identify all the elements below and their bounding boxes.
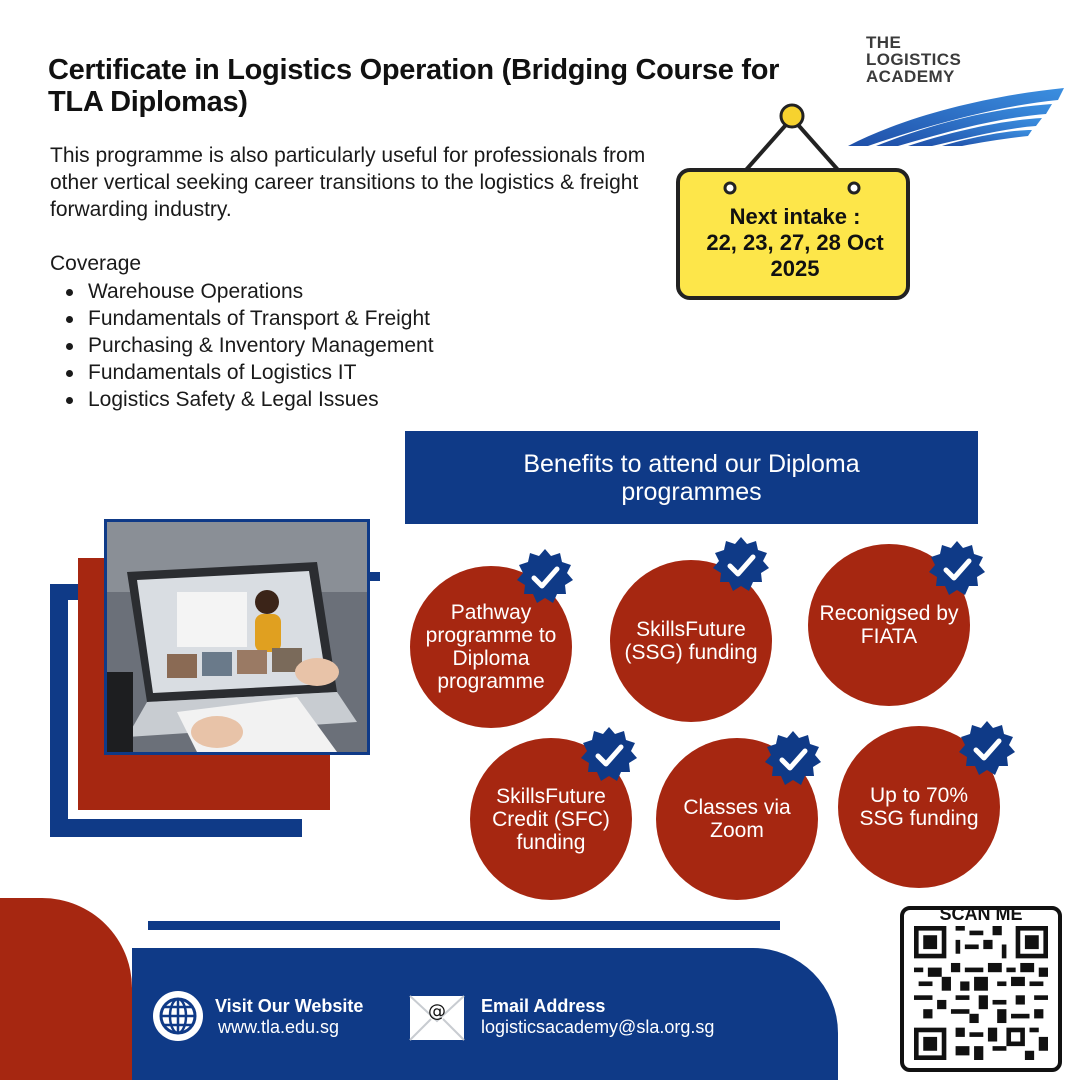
check-badge-icon: [928, 540, 986, 598]
check-badge-icon: [580, 726, 638, 784]
footer-divider: [148, 921, 780, 930]
globe-icon: [152, 990, 204, 1042]
classroom-photo: [104, 519, 370, 755]
website-link[interactable]: www.tla.edu.sg: [218, 1017, 340, 1037]
intro-text: This programme is also particularly useful for professionals from other vertical seeking career transitions to the logistics & freight forwarding industry.: [50, 144, 646, 221]
list-item: Warehouse Operations: [64, 278, 434, 305]
benefit-70-funding: Up to 70% SSG funding: [838, 726, 1000, 888]
list-item: Fundamentals of Logistics IT: [64, 359, 434, 386]
next-intake-label: [680, 204, 910, 282]
list-item: Fundamentals of Transport & Freight: [64, 305, 434, 332]
email-link[interactable]: logisticsacademy@sla.org.sg: [481, 1017, 715, 1037]
logo-line-3: ACADEMY: [866, 67, 955, 86]
qr-code-icon[interactable]: [914, 926, 1048, 1060]
svg-text:@: @: [428, 1001, 446, 1022]
list-item: Logistics Safety & Legal Issues: [64, 386, 434, 413]
logo-line-2: LOGISTICS: [866, 50, 962, 69]
intake-line-3: 2025: [770, 256, 820, 281]
intake-line-2: 22, 23, 27, 28 Oct: [706, 230, 884, 255]
check-badge-icon: [764, 730, 822, 788]
coverage-list: [64, 278, 434, 413]
logo: [866, 34, 961, 85]
logo-line-1: THE: [866, 33, 902, 52]
benefit-pathway: Pathway programme to Diploma programme: [410, 566, 572, 728]
list-item: Purchasing & Inventory Management: [64, 332, 434, 359]
benefit-fiata: Reconigsed by FIATA: [808, 544, 970, 706]
check-badge-icon: [712, 536, 770, 594]
email-label: Email Address: [481, 996, 606, 1016]
footer-decor-red: [0, 898, 132, 1080]
intake-line-1: Next intake :: [729, 204, 861, 229]
coverage-heading: Coverage: [50, 252, 142, 275]
email-icon: [409, 995, 465, 1041]
check-badge-icon: [516, 548, 574, 606]
website-label: Visit Our Website: [215, 996, 364, 1016]
benefits-header: Benefits to attend our Diploma programmes: [405, 431, 978, 524]
check-badge-icon: [958, 720, 1016, 778]
benefit-sfc-funding: SkillsFuture Credit (SFC) funding: [470, 738, 632, 900]
benefit-ssg-funding: SkillsFuture (SSG) funding: [610, 560, 772, 722]
page-title: Certificate in Logistics Operation (Bridging Course for TLA Diplomas): [48, 54, 780, 118]
scan-me-label: SCAN ME: [939, 904, 1023, 924]
benefit-zoom: Classes via Zoom: [656, 738, 818, 900]
video-call-illustration-icon: [107, 522, 367, 752]
